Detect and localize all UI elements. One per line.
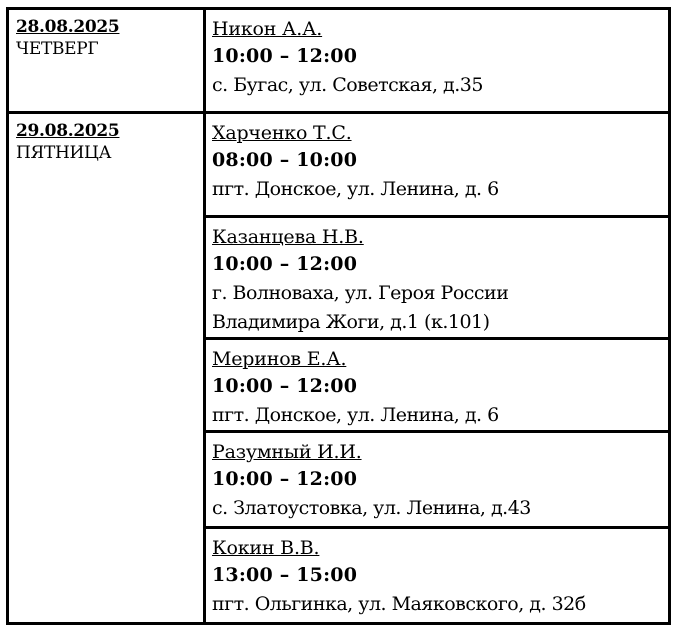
date-cell [8, 113, 205, 624]
date-cell [8, 9, 205, 113]
person-name: Никон А.А. [212, 18, 323, 40]
entry-cell [205, 9, 670, 113]
address-line: с. Бугас, ул. Советская, д.35 [212, 74, 483, 96]
time-range: 08:00 – 10:00 [212, 149, 358, 171]
person-name: Меринов Е.А. [212, 348, 347, 370]
address-line: пгт. Донское, ул. Ленина, д. 6 [212, 404, 499, 426]
address-line: пгт. Ольгинка, ул. Маяковского, д. 32б [212, 593, 586, 615]
time-range: 10:00 – 12:00 [212, 375, 358, 397]
person-name: Кокин В.В. [212, 537, 320, 559]
time-range: 10:00 – 12:00 [212, 468, 358, 490]
date-label: 29.08.2025 [16, 121, 120, 141]
entry-cell [205, 217, 670, 339]
time-range: 10:00 – 12:00 [212, 253, 358, 275]
weekday-label: ЧЕТВЕРГ [16, 39, 99, 59]
schedule-row [8, 9, 670, 113]
person-name: Казанцева Н.В. [212, 226, 364, 248]
entry-cell [205, 432, 670, 528]
schedule-table [6, 7, 671, 625]
address-line: с. Златоустовка, ул. Ленина, д.43 [212, 497, 531, 519]
person-name: Разумный И.И. [212, 441, 362, 463]
schedule-row [8, 113, 670, 217]
entry-cell [205, 339, 670, 432]
person-name: Харченко Т.С. [212, 122, 352, 144]
address-line: г. Волноваха, ул. Героя России [212, 282, 509, 304]
time-range: 13:00 – 15:00 [212, 564, 358, 586]
date-label: 28.08.2025 [16, 17, 120, 37]
weekday-label: ПЯТНИЦА [16, 143, 112, 163]
address-line: пгт. Донское, ул. Ленина, д. 6 [212, 178, 499, 200]
time-range: 10:00 – 12:00 [212, 45, 358, 67]
entry-cell [205, 528, 670, 624]
address-line: Владимира Жоги, д.1 (к.101) [212, 311, 490, 333]
entry-cell [205, 113, 670, 217]
